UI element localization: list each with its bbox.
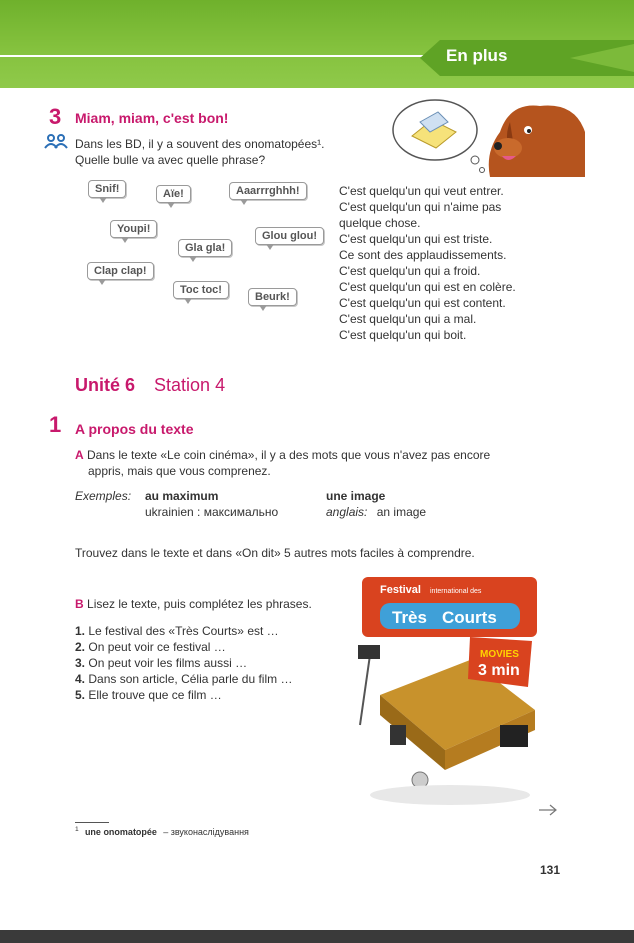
- unit-heading: [75, 375, 225, 396]
- part-b-letter: B: [75, 597, 84, 611]
- list-item: [75, 623, 279, 639]
- speech-bubble: Glou glou!: [255, 227, 324, 245]
- unit-label: Unité 6: [75, 375, 136, 395]
- language-label: anglais:: [326, 505, 368, 519]
- list-item: [75, 639, 226, 655]
- page-number: 131: [540, 863, 561, 877]
- example-translation: ukrainien : максимально: [145, 505, 279, 519]
- item-number: 5.: [75, 688, 86, 702]
- list-item: [75, 671, 292, 687]
- footer-bar: [0, 930, 634, 943]
- part-b-instruction: Lisez le texte, puis complétez les phrases.: [87, 597, 312, 611]
- phrase-line: C'est quelqu'un qui a mal.: [339, 312, 477, 326]
- exercise-number: 1: [49, 412, 62, 437]
- exercise-title: Miam, miam, c'est bon!: [75, 110, 229, 126]
- footnote-translation: – звуконаслідування: [163, 826, 249, 837]
- part-a-text: Dans le texte «Le coin cinéma», il y a des mots que vous n'avez pas encore: [87, 448, 491, 462]
- list-item: [75, 687, 222, 703]
- header-divider-line: [0, 55, 430, 57]
- phrase-line: C'est quelqu'un qui veut entrer.: [339, 184, 504, 198]
- part-a-letter: A: [75, 448, 84, 462]
- examples-label: Exemples:: [75, 489, 132, 503]
- speech-bubble: Clap clap!: [87, 262, 154, 280]
- phrase-line: C'est quelqu'un qui a froid.: [339, 264, 481, 278]
- item-number: 3.: [75, 656, 86, 670]
- exercise-title: A propos du texte: [75, 421, 194, 437]
- example-word: au maximum: [145, 489, 219, 503]
- example-translation: [326, 504, 426, 520]
- speech-bubble: Aaarrrghhh!: [229, 182, 307, 200]
- item-number: 4.: [75, 672, 86, 686]
- phrase-line: C'est quelqu'un qui est en colère.: [339, 280, 516, 294]
- next-page-arrow-icon: [538, 804, 558, 816]
- part-b-line: [75, 596, 312, 612]
- item-text: Dans son article, Célia parle du film …: [88, 672, 293, 686]
- part-a-line: appris, mais que vous comprenez.: [88, 464, 271, 478]
- poster-courts-text: Courts: [442, 608, 497, 627]
- poster-3min-text: 3 min: [478, 662, 520, 679]
- item-number: 2.: [75, 640, 86, 654]
- dog-cheese-illustration: [390, 92, 590, 182]
- phrase-line: C'est quelqu'un qui n'aime pas: [339, 200, 502, 214]
- phrase-line: C'est quelqu'un qui est triste.: [339, 232, 493, 246]
- footnote-marker: 1: [75, 826, 79, 833]
- footnote: [75, 826, 249, 837]
- footnote-term: une onomatopée: [84, 826, 157, 837]
- instruction-line: Dans les BD, il y a souvent des onomatopées¹.: [75, 137, 325, 151]
- speech-bubble: Youpi!: [110, 220, 157, 238]
- item-number: 1.: [75, 624, 86, 638]
- section-label: En plus: [446, 46, 508, 65]
- festival-poster-illustration: [350, 575, 545, 810]
- part-a-task: Trouvez dans le texte et dans «On dit» 5 autres mots faciles à comprendre.: [75, 546, 475, 560]
- speech-bubble: Gla gla!: [178, 239, 232, 257]
- phrase-line: C'est quelqu'un qui boit.: [339, 328, 467, 342]
- station-label: Station 4: [154, 375, 226, 395]
- poster-movies-text: MOVIES: [480, 649, 519, 660]
- speech-bubble: Aïe!: [156, 185, 191, 203]
- list-item: [75, 655, 247, 671]
- poster-festival-text: Festival: [380, 584, 421, 596]
- pair-work-icon: [44, 133, 68, 149]
- example-word: une image: [326, 489, 386, 503]
- exercise-number: 3: [49, 104, 62, 129]
- speech-bubble: Snif!: [88, 180, 126, 198]
- part-a-line: [75, 447, 490, 463]
- phrase-line: Ce sont des applaudissements.: [339, 248, 507, 262]
- item-text: On peut voir les films aussi …: [88, 656, 248, 670]
- speech-bubble: Beurk!: [248, 288, 297, 306]
- phrase-line: quelque chose.: [339, 216, 421, 230]
- translation-text: an image: [376, 505, 427, 519]
- poster-tres-text: Très: [392, 608, 427, 627]
- item-text: On peut voir ce festival …: [88, 640, 226, 654]
- speech-bubble: Toc toc!: [173, 281, 229, 299]
- item-text: Le festival des «Très Courts» est …: [88, 624, 279, 638]
- poster-international-text: international des: [430, 588, 482, 595]
- footnote-rule: [75, 822, 109, 823]
- instruction-line: Quelle bulle va avec quelle phrase?: [75, 153, 266, 167]
- item-text: Elle trouve que ce film …: [88, 688, 222, 702]
- phrase-line: C'est quelqu'un qui est content.: [339, 296, 506, 310]
